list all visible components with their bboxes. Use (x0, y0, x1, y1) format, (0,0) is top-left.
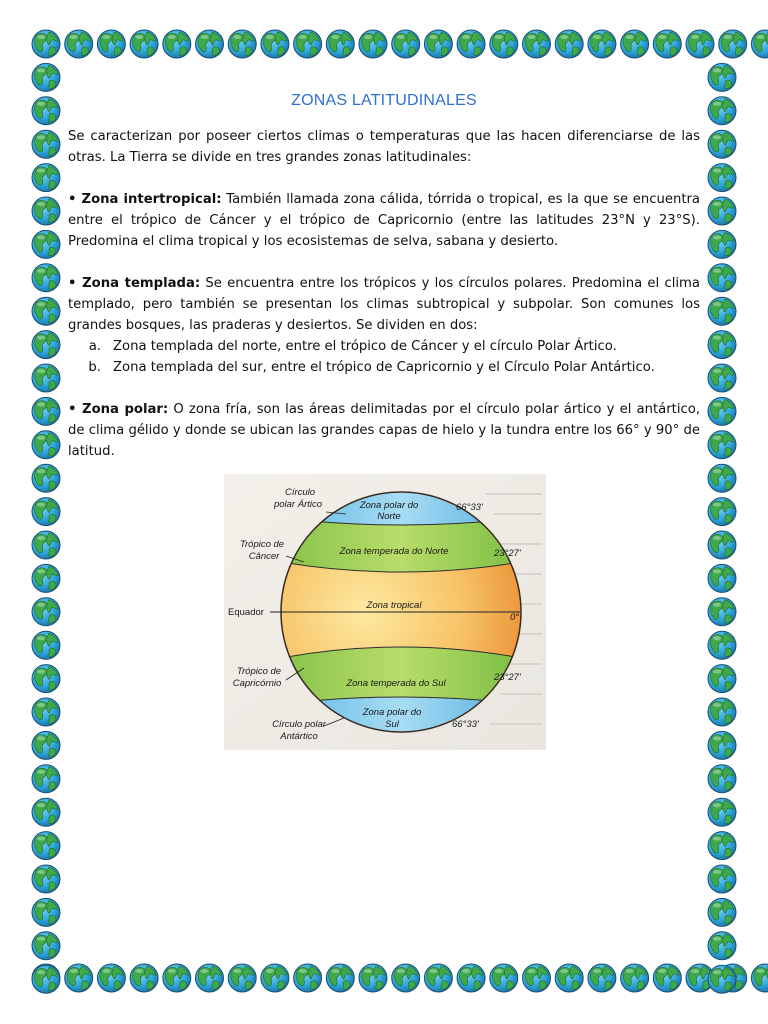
globe-icon (490, 30, 518, 58)
globe-icon (359, 964, 387, 992)
globe-icon (708, 598, 736, 626)
label-equador: Equador (228, 607, 264, 618)
label-s23: 23°27' (494, 672, 521, 683)
globe-icon (751, 30, 768, 58)
globe-icon (32, 30, 60, 58)
globe-icon (359, 30, 387, 58)
list-item (68, 357, 700, 378)
list-marker: b. (88, 360, 101, 375)
label-eq: 0° (510, 612, 520, 623)
globe-icon (261, 964, 289, 992)
globe-icon (490, 964, 518, 992)
globe-icon (32, 964, 60, 992)
globe-icon (708, 264, 736, 292)
label-circulo-antartico-1: Círculo polar (272, 719, 326, 730)
globe-icon (32, 197, 60, 225)
globe-icon (708, 97, 736, 125)
globe-icon (392, 30, 420, 58)
globe-icon (708, 297, 736, 325)
globe-icon (294, 30, 322, 58)
intertropical-label: • Zona intertropical: (68, 192, 222, 207)
globe-icon (708, 531, 736, 559)
label-tropico-cancer-2: Câncer (248, 551, 280, 562)
globe-icon (65, 30, 93, 58)
label-tropico-capricornio-2: Capricórnio (232, 678, 282, 689)
label-s66: 66°33' (452, 719, 479, 730)
list-item-text: Zona templada del sur, entre el trópico de Capricornio y el Círculo Polar Antártico. (113, 360, 655, 375)
climate-zones-figure (224, 474, 546, 750)
globe-icon (32, 464, 60, 492)
globe-icon (424, 964, 452, 992)
globe-icon (32, 431, 60, 459)
intro-paragraph: Se caracterizan por poseer ciertos climas o temperaturas que las hacen diferenciarse de las otras. La Tierra se divide en tres grandes zonas latitudinales: (68, 129, 700, 165)
templada-list (68, 336, 700, 378)
globe-icon (708, 498, 736, 526)
globe-icon (686, 30, 714, 58)
globe-icon (32, 832, 60, 860)
zone-polar-sul-1: Zona polar do (362, 707, 422, 718)
intertropical-text: También llamada zona cálida, tórrida o tropical, es la que se encuentra entre el trópico de Cáncer y el trópico de Capricornio (entre las latitudes 23°N y 23°S). Predomina el clima tropical y los ecosistemas de selva, sabana y desierto. (68, 192, 700, 249)
globe-icon (708, 431, 736, 459)
globe-icon (708, 698, 736, 726)
globe-icon (32, 397, 60, 425)
globe-icon (32, 798, 60, 826)
globe-icon (261, 30, 289, 58)
templada-label: • Zona templada: (68, 276, 201, 291)
polar-text: O zona fría, son las áreas delimitadas por el círculo polar ártico y el antártico, de clima gélido y donde se ubican las grandes capas de hielo y la tundra entre los 66° y 90° de latitud. (68, 402, 701, 459)
globe-icon (294, 964, 322, 992)
intertropical-paragraph (68, 189, 700, 252)
globe-icon (32, 97, 60, 125)
globe-icon (228, 30, 256, 58)
globe-icon (708, 832, 736, 860)
label-n66: 66°33' (456, 502, 483, 513)
globe-icon (708, 665, 736, 693)
page-title: ZONAS LATITUDINALES (291, 92, 477, 109)
label-n23: 23°27' (494, 548, 521, 559)
label-tropico-cancer-1: Trópico de (239, 539, 285, 550)
globe-icon (32, 865, 60, 893)
globe-icon (719, 964, 747, 992)
globe-icon (708, 464, 736, 492)
globe-icon (32, 364, 60, 392)
globe-icon (32, 932, 60, 960)
globe-icon (653, 964, 681, 992)
globe-icon (708, 965, 736, 993)
globe-icon (32, 965, 60, 993)
globe-icon (555, 964, 583, 992)
templada-text: Se encuentra entre los trópicos y los círculos polares. Predomina el clima templado, pero también se presentan los climas subtropical y subpolar. Son comunes los grandes bosques, las praderas y desiertos. Se dividen en dos: (68, 276, 700, 333)
globe-icon (32, 731, 60, 759)
globe-icon (708, 731, 736, 759)
zone-polar-norte-1: Zona polar do (359, 500, 419, 511)
globe-icon (708, 364, 736, 392)
globe-icon (457, 30, 485, 58)
label-circulo-artico-2: polar Ártico (273, 499, 323, 510)
globe-icon (130, 30, 158, 58)
globe-icon (708, 932, 736, 960)
globe-icon (708, 197, 736, 225)
globe-icon (708, 631, 736, 659)
globe-icon (719, 30, 747, 58)
globe-icon (32, 63, 60, 91)
globe-icon (708, 130, 736, 158)
globe-icon (708, 898, 736, 926)
globe-icon (708, 331, 736, 359)
polar-label: • Zona polar: (68, 402, 169, 417)
globe-icon (326, 30, 354, 58)
globe-icon (457, 964, 485, 992)
globe-icon (555, 30, 583, 58)
zone-temperada-sul: Zona temperada do Sul (346, 678, 446, 689)
globe-icon (621, 30, 649, 58)
zone-polar-norte-2: Norte (377, 511, 401, 522)
zone-polar-sul-2: Sul (385, 719, 399, 730)
globe-icon (523, 30, 551, 58)
globe-icon (196, 964, 224, 992)
globe-icon (686, 964, 714, 992)
globe-icon (32, 297, 60, 325)
globe-icon (97, 30, 125, 58)
globe-icon (708, 63, 736, 91)
globe-icon (708, 230, 736, 258)
globe-icon (708, 865, 736, 893)
globe-icon (424, 30, 452, 58)
templada-paragraph (68, 273, 700, 336)
label-circulo-artico-1: Círculo (284, 487, 316, 498)
globe-icon (97, 964, 125, 992)
globe-icon (708, 798, 736, 826)
globe-icon (32, 164, 60, 192)
globe-icon (392, 964, 420, 992)
document-body (68, 90, 700, 462)
globe-icon (32, 531, 60, 559)
globe-icon (32, 665, 60, 693)
globe-icon (163, 964, 191, 992)
globe-icon (523, 964, 551, 992)
globe-icon (588, 30, 616, 58)
polar-paragraph (68, 399, 700, 462)
globe-icon (32, 698, 60, 726)
globe-icon (32, 230, 60, 258)
globe-icon (708, 164, 736, 192)
globe-icon (32, 631, 60, 659)
globe-icon (32, 264, 60, 292)
label-tropico-capricornio-1: Trópico de (236, 666, 282, 677)
globe-icon (653, 30, 681, 58)
globe-icon (32, 331, 60, 359)
globe-icon (708, 564, 736, 592)
globe-icon (708, 397, 736, 425)
globe-icon (32, 898, 60, 926)
globe-icon (32, 598, 60, 626)
globe-icon (326, 964, 354, 992)
globe-icon (588, 964, 616, 992)
globe-icon (32, 498, 60, 526)
list-item-text: Zona templada del norte, entre el trópico de Cáncer y el círculo Polar Ártico. (113, 339, 617, 354)
list-marker: a. (88, 339, 101, 354)
list-item (68, 336, 700, 357)
zone-temperada-norte: Zona temperada do Norte (339, 546, 449, 557)
globe-icon (32, 765, 60, 793)
globe-icon (32, 130, 60, 158)
globe-icon (751, 964, 768, 992)
globe-icon (130, 964, 158, 992)
globe-icon (32, 564, 60, 592)
globe-icon (163, 30, 191, 58)
globe-icon (708, 765, 736, 793)
globe-icon (196, 30, 224, 58)
globe-icon (65, 964, 93, 992)
globe-icon (621, 964, 649, 992)
globe-icon (228, 964, 256, 992)
label-circulo-antartico-2: Antártico (280, 731, 318, 742)
zone-tropical: Zona tropical (366, 600, 422, 611)
